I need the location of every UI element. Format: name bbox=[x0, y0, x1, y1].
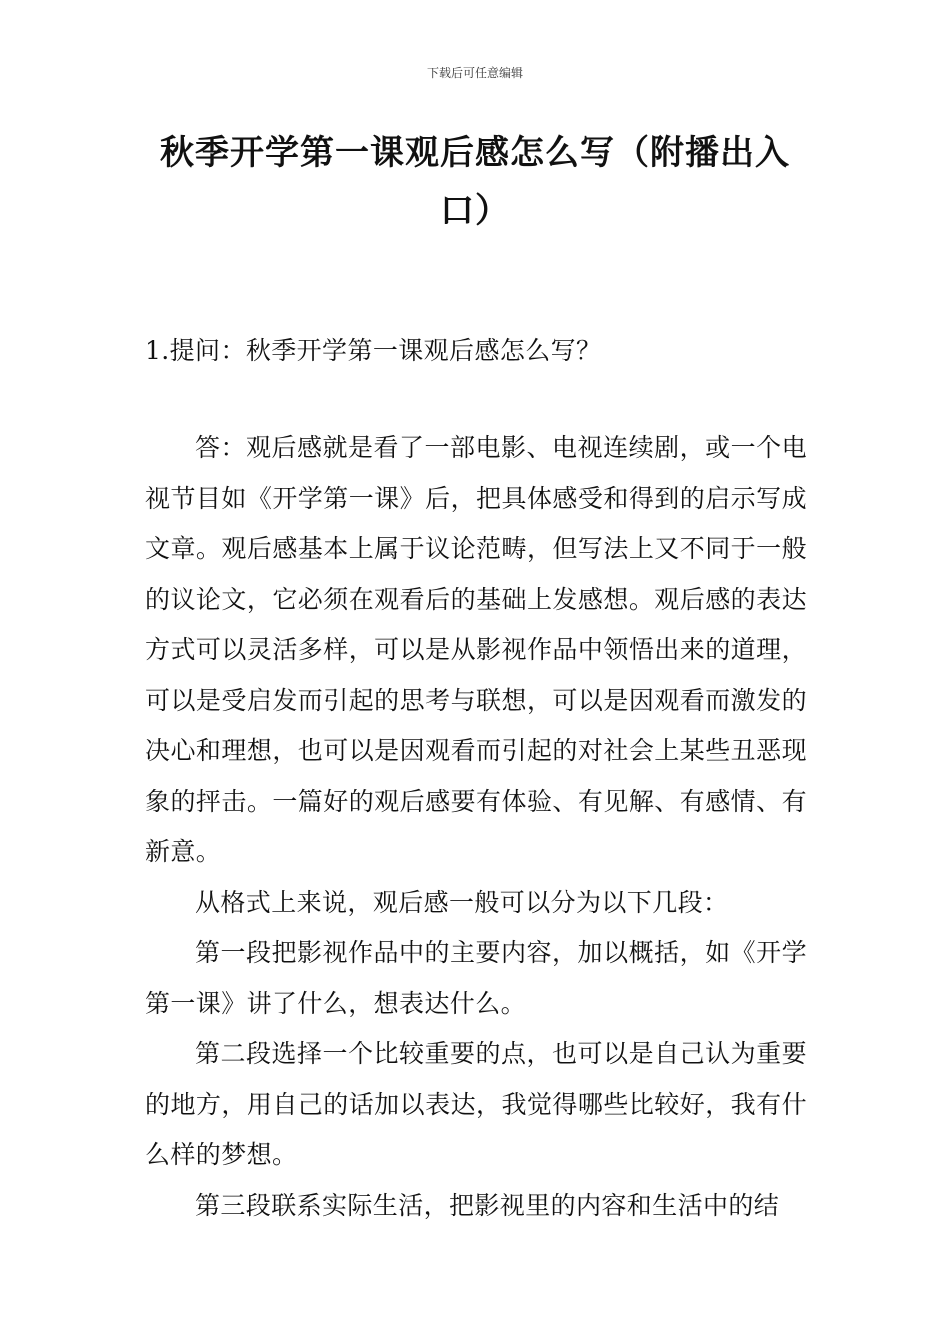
paragraph-format: 从格式上来说，观后感一般可以分为以下几段： bbox=[195, 887, 729, 917]
answer-body bbox=[145, 423, 807, 1231]
question-line: 1.提问：秋季开学第一课观后感怎么写？ bbox=[145, 336, 602, 365]
header-note: 下载后可任意编辑 bbox=[426, 66, 523, 80]
paragraph-answer: 答：观后感就是看了一部电影、电视连续剧，或一个电视节目如《开学第一课》后，把具体感受和得到的启示写成文章。观后感基本上属于议论范畴，但写法上又不同于一般的议论文，它必须在观看后的基础上发感想。观后感的表达方式可以灵活多样，可以是从影视作品中领悟出来的道理，可以是受启发而引起的思考与联想，可以是因观看而激发的决心和理想，也可以是因观看而引起的对社会上某些丑恶现象的抨击。一篇好的观后感要有体验、有见解、有感情、有新意。 bbox=[145, 433, 807, 866]
paragraph-third-section: 第三段联系实际生活，把影视里的内容和生活中的结 bbox=[195, 1190, 780, 1220]
paragraph-second-section: 第二段选择一个比较重要的点，也可以是自己认为重要的地方，用自己的话加以表达，我觉得哪些比较好，我有什么样的梦想。 bbox=[145, 1039, 807, 1169]
paragraph-first-section: 第一段把影视作品中的主要内容，加以概括，如《开学第一课》讲了什么，想表达什么。 bbox=[145, 938, 807, 1018]
document-title: 秋季开学第一课观后感怎么写（附播出入口） bbox=[160, 133, 790, 231]
